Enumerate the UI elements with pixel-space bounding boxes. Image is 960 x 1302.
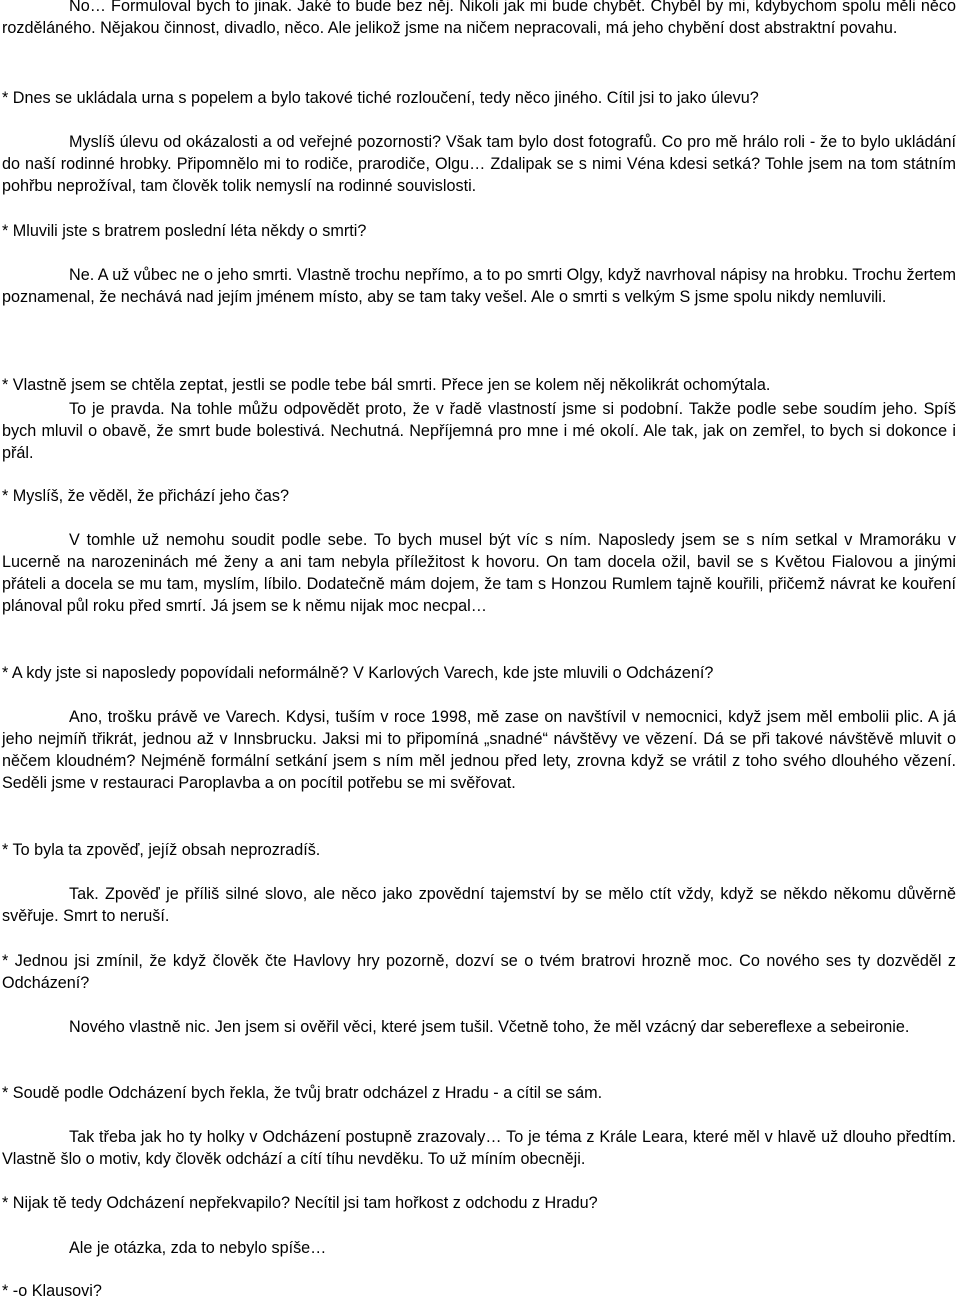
question-paragraph: * To byla ta zpověď, jejíž obsah neprozradíš. bbox=[2, 841, 321, 859]
answer-paragraph: Tak třeba jak ho ty holky v Odcházení postupně zrazovaly… To je téma z Krále Leara, které měl v hlavě už dlouho předtím. Vlastně šlo o motiv, kdy člověk odchází a cítí tíhu nevděku. To už míním obecněji. bbox=[2, 1128, 956, 1168]
question-paragraph: * Mluvili jste s bratrem poslední léta někdy o smrti? bbox=[2, 222, 367, 240]
answer-paragraph: V tomhle už nemohu soudit podle sebe. To bych musel být víc s ním. Naposledy jsem se s ním setkal v Mramoráku v Lucerně na narozeninách mé ženy a ani tam nebyla příležitost k hovoru. On tam docela ožil, bavil se s Květou Fialovou a jinými přáteli a docela se mu tam, myslím, líbilo. Dodatečně mám dojem, že tam s Honzou Rumlem tajně kouřili, přičemž návrat ke kouření plánoval půl roku před smrtí. Já jsem se k němu nijak moc necpal… bbox=[2, 531, 956, 615]
question-paragraph: * Jednou jsi zmínil, že když člověk čte Havlovy hry pozorně, dozví se o tvém bratrovi hrozně moc. Co nového ses ty dozvěděl z Odcházení? bbox=[2, 952, 956, 992]
answer-paragraph: To je pravda. Na tohle můžu odpovědět proto, že v řadě vlastností jsme si podobní. Takže podle sebe soudím jeho. Spíš bych mluvil o obavě, že smrt bude bolestivá. Nechutná. Nepříjemná pro mne i mé okolí. Ale tak, jak on zemřel, to bych si dokonce i přál. bbox=[2, 400, 956, 462]
answer-paragraph: Ano, trošku právě ve Varech. Kdysi, tuším v roce 1998, mě zase on navštívil v nemocnici, když jsem měl embolii plic. A já jeho nejmíň třikrát, jednou až v Innsbrucku. Jaksi mi to připomíná „snadné“ návštěvy ve vězení. Dá se při takové návštěvě mluvit o něčem kloudném? Nejméně formální setkání jsem s ním měl jednou před lety, zrovna když se vrátil z toho svého dlouhého vězení. Seděli jsme v restauraci Paroplavba a on pocítil potřebu se mi svěřovat. bbox=[2, 708, 956, 792]
question-paragraph: * Soudě podle Odcházení bych řekla, že tvůj bratr odcházel z Hradu - a cítil se sám. bbox=[2, 1084, 603, 1102]
question-paragraph: * Myslíš, že věděl, že přichází jeho čas? bbox=[2, 487, 290, 505]
answer-paragraph: No… Formuloval bych to jinak. Jaké to bude bez něj. Nikoli jak mi bude chybět. Chyběl by mi, kdybychom spolu měli něco rozděláného. Nějakou činnost, divadlo, něco. Ale jelikož jsme na ničem nepracovali, má jeho chybění dost abstraktní povahu. bbox=[2, 0, 956, 37]
question-paragraph: * Vlastně jsem se chtěla zeptat, jestli se podle tebe bál smrti. Přece jen se kolem něj několikrát ochomýtala. bbox=[2, 376, 771, 394]
question-paragraph: * Nijak tě tedy Odcházení nepřekvapilo? Necítil jsi tam hořkost z odchodu z Hradu? bbox=[2, 1194, 598, 1212]
answer-paragraph: Nového vlastně nic. Jen jsem si ověřil věci, které jsem tušil. Včetně toho, že měl vzácný dar sebereflexe a sebeironie. bbox=[69, 1018, 910, 1036]
answer-paragraph: Ale je otázka, zda to nebylo spíše… bbox=[69, 1239, 327, 1257]
answer-paragraph: Ne. A už vůbec ne o jeho smrti. Vlastně trochu nepřímo, a to po smrti Olgy, když navrhoval nápisy na hrobku. Trochu žertem poznamenal, že nechává nad jejím jménem místo, aby se tam taky vešel. Ale o smrti s velkým S jsme spolu nikdy nemluvili. bbox=[2, 266, 956, 306]
question-paragraph: * A kdy jste si naposledy popovídali neformálně? V Karlových Varech, kde jste mluvili o Odcházení? bbox=[2, 664, 714, 682]
question-paragraph: * Dnes se ukládala urna s popelem a bylo takové tiché rozloučení, tedy něco jiného. Cítil jsi to jako úlevu? bbox=[2, 89, 759, 107]
question-paragraph: * -o Klausovi? bbox=[2, 1282, 102, 1300]
answer-paragraph: Myslíš úlevu od okázalosti a od veřejné pozornosti? Však tam bylo dost fotografů. Co pro mě hrálo roli - že to bylo ukládání do naší rodinné hrobky. Připomnělo mi to rodiče, prarodiče, Olgu… Zdalipak se s nimi Véna kdesi setká? Tohle jsem na tom státním pohřbu neprožíval, tam člověk tolik nemyslí na rodinné souvislosti. bbox=[2, 133, 956, 195]
answer-paragraph: Tak. Zpověď je příliš silné slovo, ale něco jako zpovědní tajemství by se mělo ctít vždy, když se někdo někomu důvěrně svěřuje. Smrt to neruší. bbox=[2, 885, 956, 925]
